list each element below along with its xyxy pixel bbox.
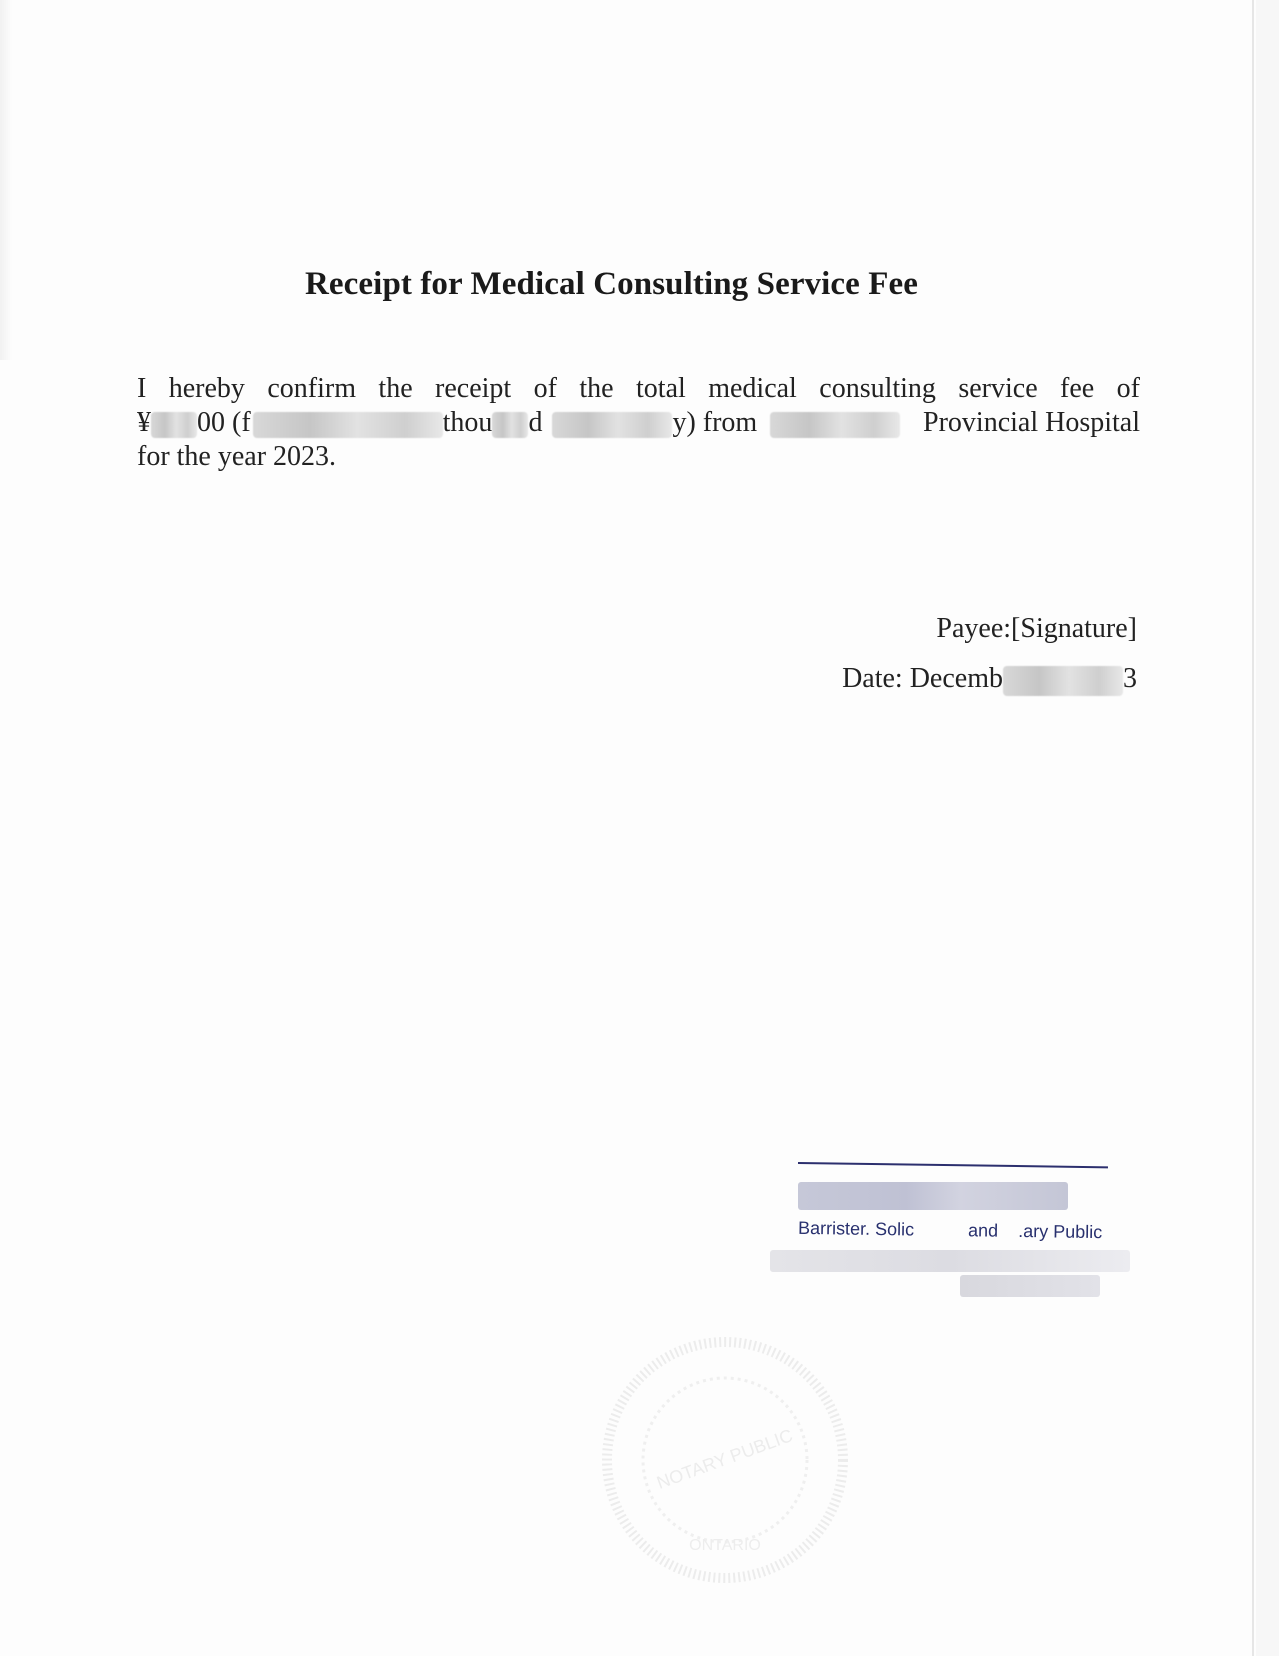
- notary-signature-line: [798, 1162, 1108, 1168]
- hospital-name-suffix: Provincial Hospital: [923, 407, 1140, 438]
- body-line-1: I hereby confirm the receipt of the total medical consulting service fee of: [137, 373, 1140, 404]
- amount-words-fragment-2: d: [528, 407, 543, 438]
- page-edge-shadow-left: [0, 0, 12, 360]
- embossed-notary-seal: [600, 1335, 850, 1585]
- seal-bottom-text: ONTARIO: [689, 1537, 761, 1554]
- notary-title: [798, 1218, 1102, 1243]
- amount-words-fragment: thou: [442, 407, 493, 438]
- redacted-notary-phone: [770, 1250, 1130, 1272]
- date-suffix: 3: [1123, 663, 1137, 694]
- document-title: Receipt for Medical Consulting Service Fee: [305, 266, 919, 302]
- body-line-3: for the year 2023.: [137, 441, 337, 472]
- notary-title-part-2: and: [967, 1220, 999, 1241]
- payee-signature-line: Payee:[Signature]: [936, 613, 1137, 644]
- page-edge-line-right: [1252, 0, 1254, 1656]
- redacted-hospital-name: [770, 412, 900, 438]
- date-line: [842, 663, 1137, 696]
- notary-stamp: [790, 1150, 1120, 1310]
- seal-center-text: NOTARY PUBLIC: [654, 1425, 796, 1493]
- page-edge-margin-right: [1256, 0, 1279, 1656]
- notary-title-part-3: .ary Public: [1018, 1220, 1103, 1243]
- redacted-date: [1003, 666, 1123, 696]
- redacted-notary-address: [960, 1275, 1100, 1297]
- redacted-amount-words-2: [492, 412, 528, 438]
- redacted-amount-words: [253, 412, 443, 438]
- from-text: y) from: [672, 407, 758, 438]
- redacted-amount-words-3: [552, 412, 672, 438]
- receipt-body: [137, 372, 1140, 474]
- redacted-notary-name: [798, 1182, 1068, 1210]
- date-prefix: Date: Decemb: [842, 663, 1003, 694]
- currency-symbol: ¥: [137, 407, 151, 438]
- amount-suffix: 00 (f: [197, 407, 251, 438]
- notary-title-part-1: Barrister. Solic: [797, 1217, 915, 1240]
- redacted-amount: [151, 412, 197, 438]
- body-line-2: [137, 406, 1140, 440]
